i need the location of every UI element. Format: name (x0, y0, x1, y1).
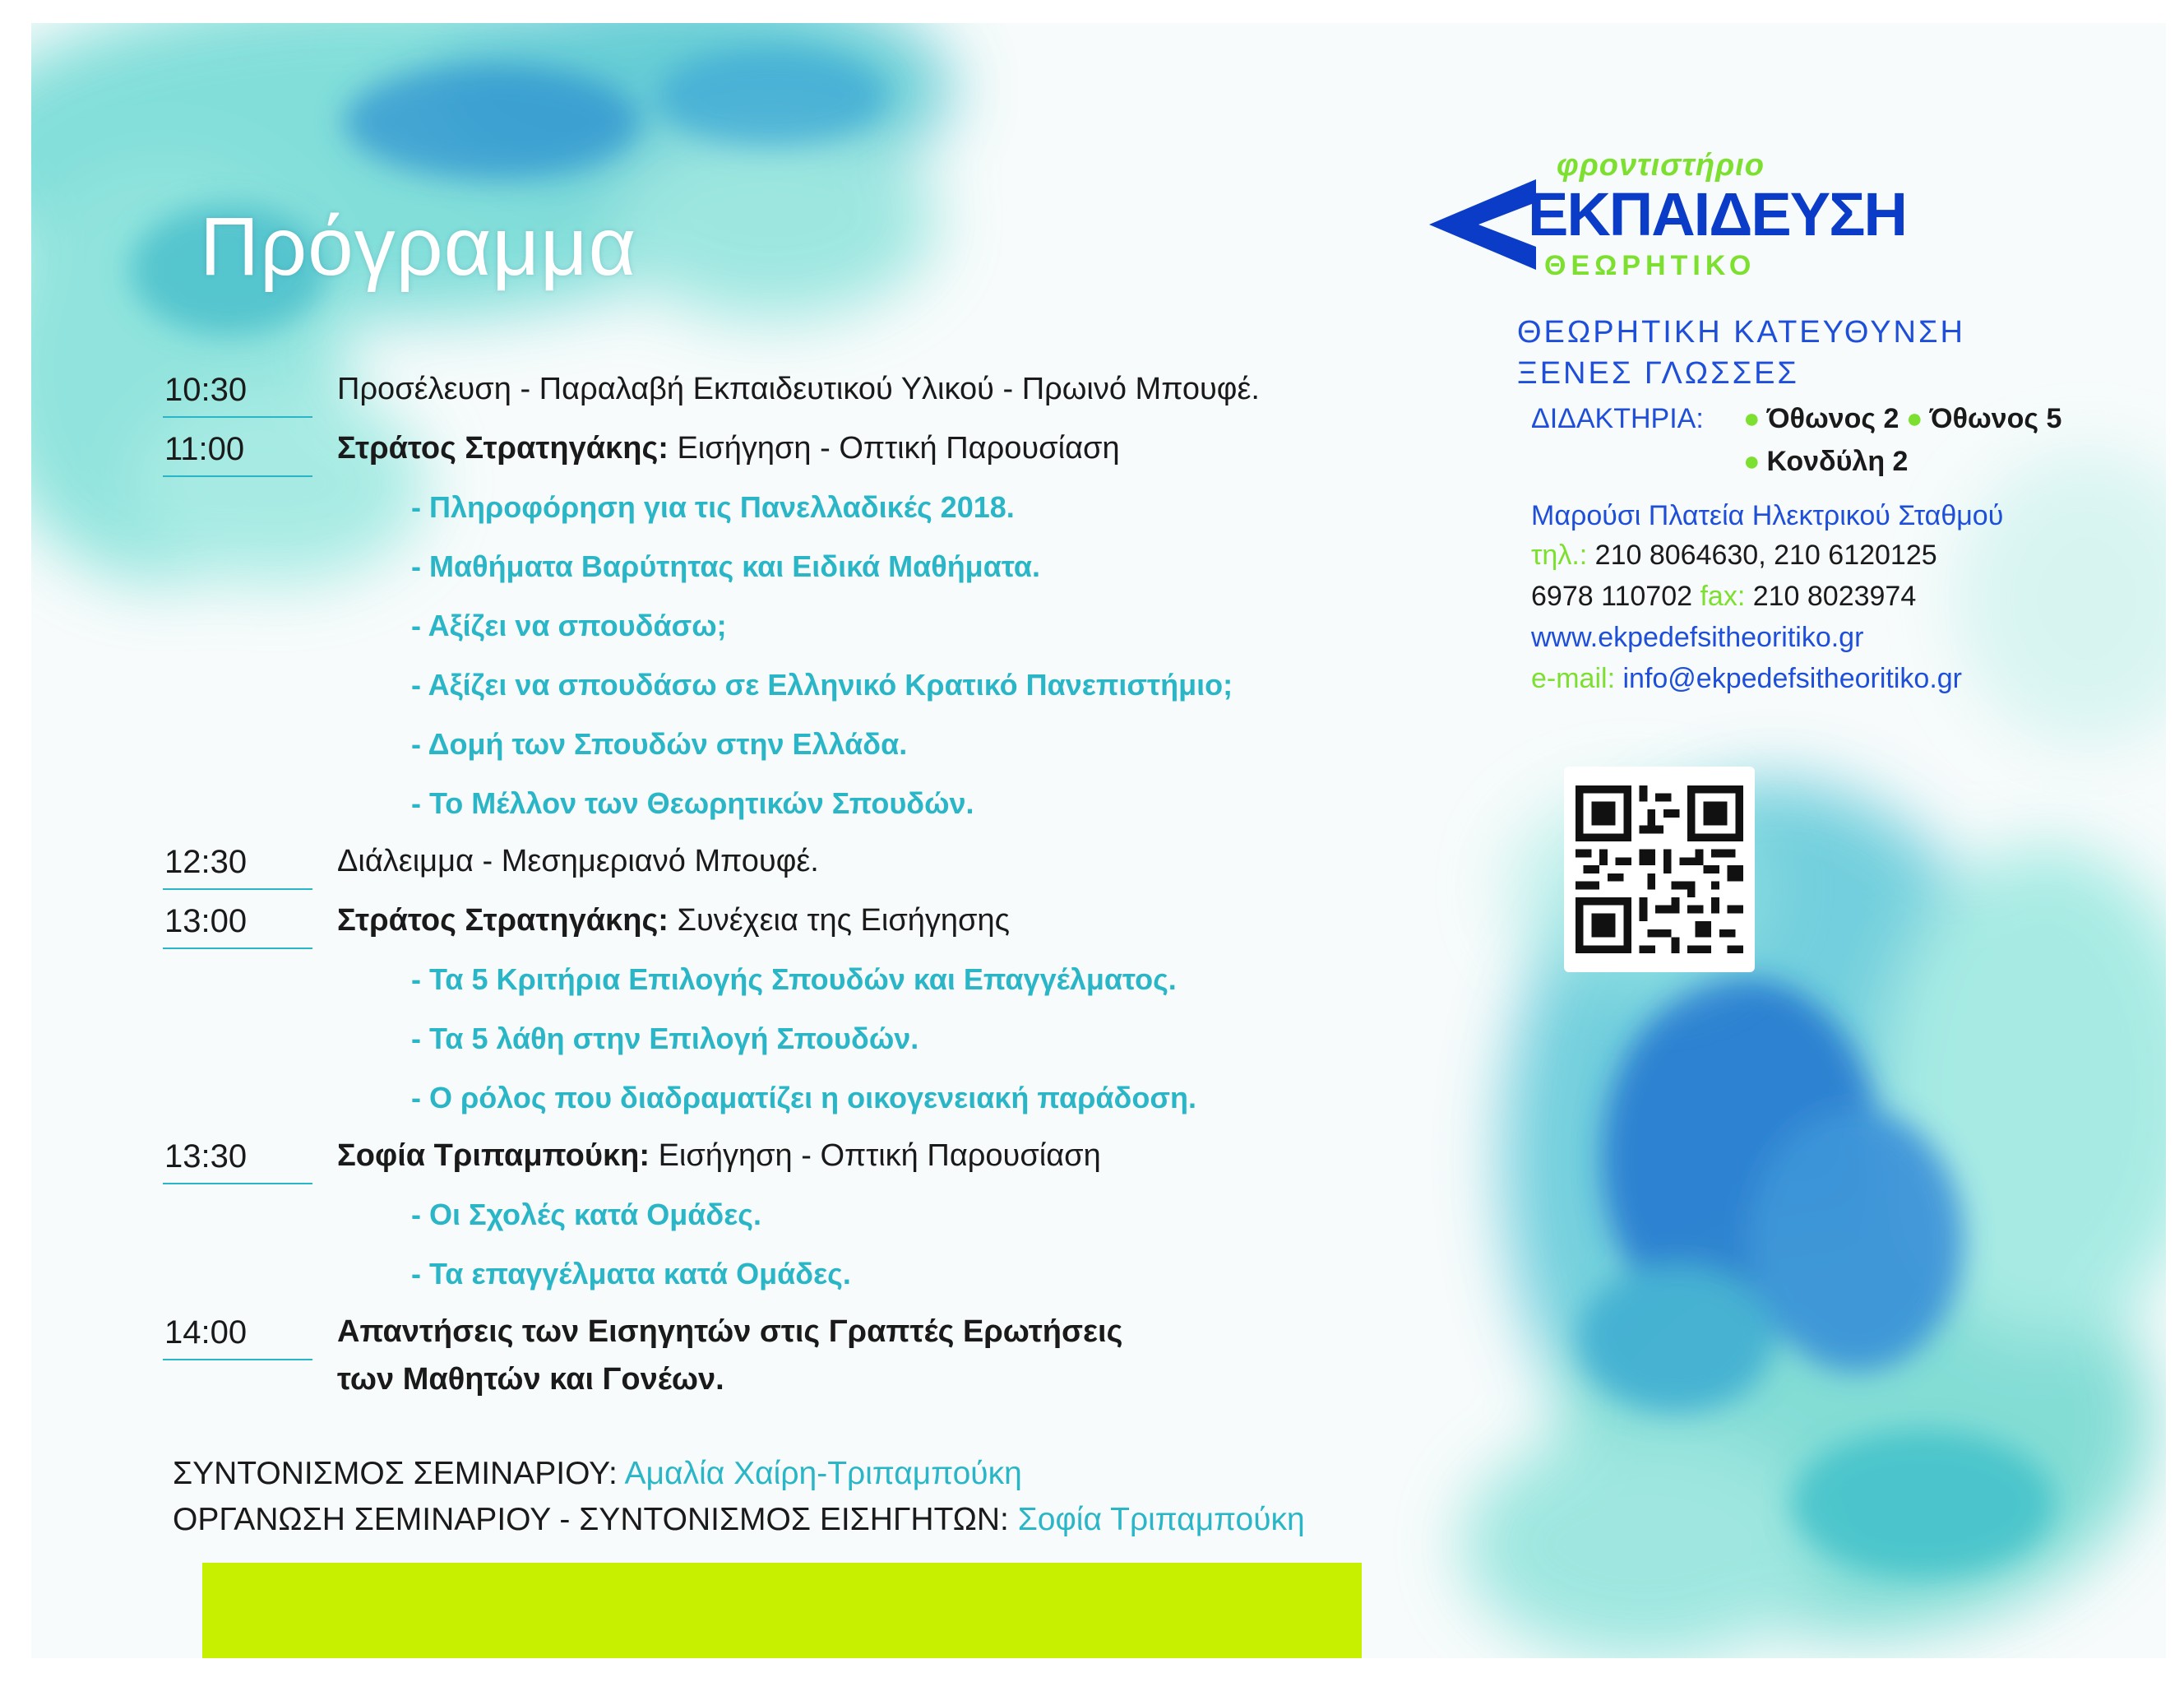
contact-email[interactable]: e-mail: info@ekpedefsitheoritiko.gr (1531, 663, 1962, 694)
topic-item: - Το Μέλλον των Θεωρητικών Σπουδών. (411, 786, 974, 820)
topic-item: - Τα 5 λάθη στην Επιλογή Σπουδών. (411, 1022, 919, 1055)
time-slot: 10:30 (164, 372, 312, 409)
didaktirio-item: ● Κονδύλη 2 (1743, 446, 1909, 477)
speaker-name: Στράτος Στρατηγάκης: (337, 431, 669, 466)
coordinator-name: Αμαλία Χαίρη-Τριπαμπούκη (617, 1456, 1022, 1491)
contact-website[interactable]: www.ekpedefsitheoritiko.gr (1531, 622, 1864, 653)
schedule-text: Στράτος Στρατηγάκης: Εισήγηση - Οπτική Παρουσίαση (337, 431, 1120, 466)
time-slot: 13:00 (164, 903, 312, 940)
topic-item: - Ο ρόλος που διαδραματίζει η οικογενειακή παράδοση. (411, 1081, 1196, 1114)
coordination-line: ΣΥΝΤΟΝΙΣΜΟΣ ΣΕΜΙΝΑΡΙΟΥ: Αμαλία Χαίρη-Τριπαμπούκη (173, 1456, 1022, 1491)
didaktiria-label: ΔΙΔΑΚΤΗΡΙΑ: (1531, 403, 1704, 434)
time-slot: 14:00 (164, 1314, 312, 1351)
qr-code-icon (1576, 781, 1743, 957)
topic-item: - Αξίζει να σπουδάσω σε Ελληνικό Κρατικό Πανεπιστήμιο; (411, 668, 1233, 702)
contact-phone: τηλ.: 210 8064630, 210 6120125 (1531, 540, 1937, 571)
didaktirio-item: ● Όθωνος 2 (1743, 403, 1899, 434)
contact-mobile-fax: 6978 110702 fax: 210 8023974 (1531, 581, 1917, 612)
organization-line: ΟΡΓΑΝΩΣΗ ΣΕΜΙΝΑΡΙΟΥ - ΣΥΝΤΟΝΙΣΜΟΣ ΕΙΣΗΓΗΤΩΝ: Σοφία Τριπαμπούκη (173, 1502, 1305, 1537)
schedule-text: Σοφία Τριπαμπούκη: Εισήγηση - Οπτική Παρουσίαση (337, 1138, 1101, 1173)
topic-item: - Τα 5 Κριτήρια Επιλογής Σπουδών και Επαγγέλματος. (411, 962, 1177, 996)
organizer-name: Σοφία Τριπαμπούκη (1008, 1502, 1305, 1537)
time-slot: 11:00 (164, 431, 312, 468)
bullet-dot-icon: ● (1743, 403, 1761, 434)
page-title: Πρόγραμμα (200, 201, 637, 293)
speaker-name: Σοφία Τριπαμπούκη: (337, 1138, 650, 1173)
topic-item: - Δομή των Σπουδών στην Ελλάδα. (411, 727, 908, 761)
logo-bottom-text: ΘΕΩΡΗΤΙΚΟ (1544, 250, 1756, 281)
topic-item: - Πληροφόρηση για τις Πανελλαδικές 2018. (411, 490, 1015, 524)
topic-item: - Τα επαγγέλματα κατά Ομάδες. (411, 1257, 851, 1290)
final-session-line2: των Μαθητών και Γονέων. (337, 1362, 724, 1397)
qr-code (1564, 767, 1755, 972)
topic-item: - Μαθήματα Βαρύτητας και Ειδικά Μαθήματα. (411, 549, 1041, 583)
bullet-dot-icon: ● (1906, 403, 1923, 434)
department-1: ΘΕΩΡΗΤΙΚΗ ΚΑΤΕΥΘΥΝΣΗ (1517, 315, 1965, 350)
schedule-text: Στράτος Στρατηγάκης: Συνέχεια της Εισήγησης (337, 903, 1010, 938)
contact-address: Μαρούσι Πλατεία Ηλεκτρικού Σταθμού (1531, 500, 2004, 531)
time-slot: 13:30 (164, 1138, 312, 1175)
logo-arrow-icon (1429, 179, 1536, 270)
logo-main-text: ΕΚΠΑΙΔΕΥΣΗ (1528, 180, 1906, 248)
speaker-name: Στράτος Στρατηγάκης: (337, 903, 669, 938)
topic-item: - Αξίζει να σπουδάσω; (411, 609, 727, 642)
schedule-text: Διάλειμμα - Μεσημεριανό Μπουφέ. (337, 844, 819, 878)
flyer-page (31, 23, 2166, 1658)
schedule-text: Προσέλευση - Παραλαβή Εκπαιδευτικού Υλικού - Πρωινό Μπουφέ. (337, 372, 1260, 406)
time-slot: 12:30 (164, 844, 312, 881)
topic-item: - Οι Σχολές κατά Ομάδες. (411, 1198, 762, 1231)
didaktirio-item: ● Όθωνος 5 (1906, 403, 2062, 434)
green-footer-bar (202, 1563, 1362, 1658)
department-2: ΞΕΝΕΣ ΓΛΩΣΣΕΣ (1517, 356, 1799, 391)
brand-logo (1429, 148, 1906, 288)
bullet-dot-icon: ● (1743, 446, 1761, 477)
final-session-line1: Απαντήσεις των Εισηγητών στις Γραπτές Ερωτήσεις (337, 1314, 1123, 1349)
logo-top-text: φροντιστήριο (1557, 148, 1765, 183)
